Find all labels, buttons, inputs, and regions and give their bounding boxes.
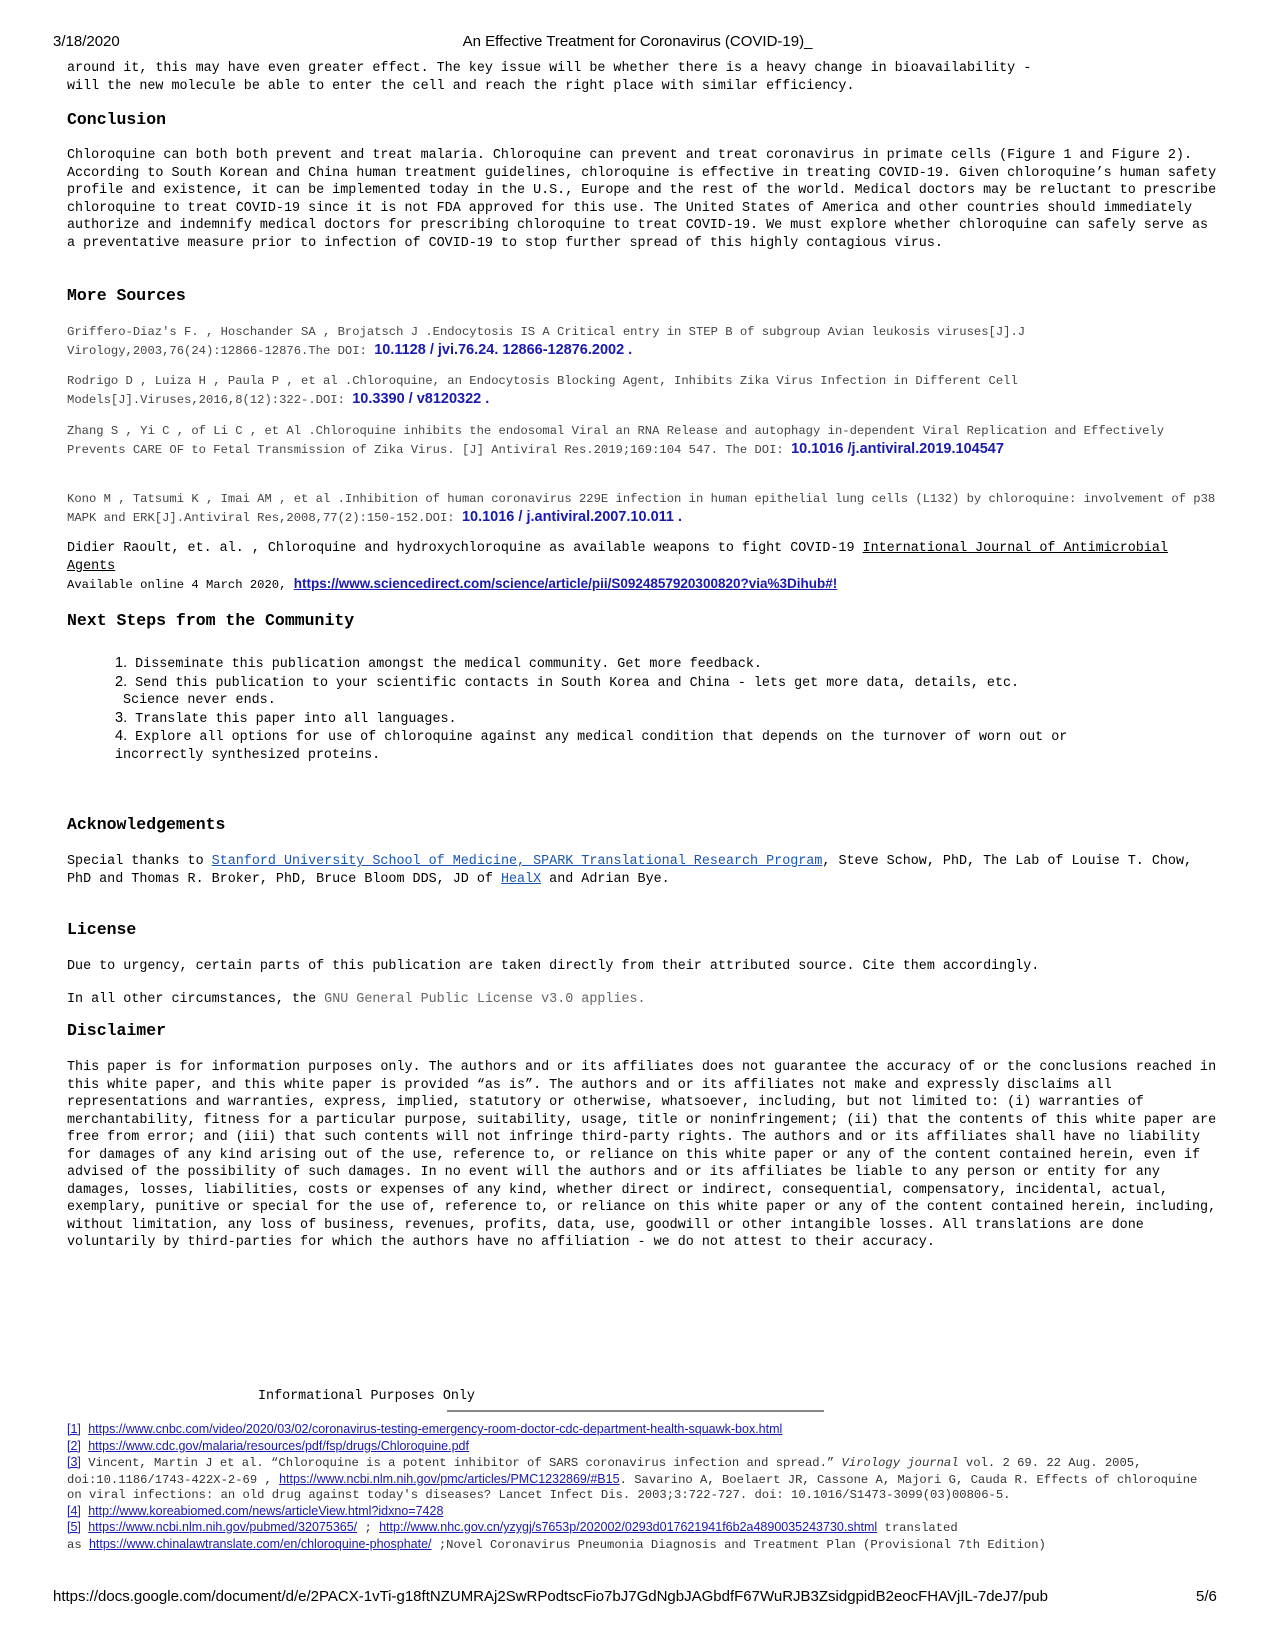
disclaimer-heading: Disclaimer [67, 1021, 167, 1040]
next-steps-list [115, 655, 1215, 764]
footnote-3-journal: Virology journal [841, 1456, 959, 1470]
source-ref-3-doi[interactable]: 10.1016 /j.antiviral.2019.104547 [791, 440, 1004, 457]
footnote-5-key[interactable]: [5] [67, 1520, 81, 1534]
source-ref-4-text: Kono M , Tatsumi K , Imai AM , et al .Inhibition of human coronavirus 229E infection in human epithelial lung cells (L132) by chloroquine: involvement of p38 MAPK and ERK[J].Antiviral Res,2008,77(2):150-152.DOI: [67, 492, 1216, 525]
footnotes [67, 1422, 1217, 1553]
next-step-number: 4. [115, 728, 128, 744]
next-step-number: 1. [115, 655, 128, 671]
source-ref-3 [67, 423, 1217, 459]
footnote-5-link-2[interactable]: http://www.nhc.gov.cn/yzygj/s7653p/202002/0293d017621941f6b2a4890035243730.shtml [379, 1520, 878, 1534]
footnote-2 [67, 1439, 1217, 1456]
source-ref-3-text: Zhang S , Yi C , of Li C , et Al .Chloroquine inhibits the endosomal Viral an RNA Release and autophagy in-dependent Viral Replication and Effectively Prevents CARE OF to Fetal Transmission of Zika Virus. [J] Antiviral Res.2019;169:104 547. The DOI: [67, 424, 1165, 457]
intro-line-1: around it, this may have even greater effect. The key issue will be whether there is a heavy change in bioavailability - [67, 61, 1032, 76]
footnote-5 [67, 1520, 1217, 1553]
conclusion-heading: Conclusion [67, 110, 167, 129]
ack-mid: , Steve Schow, PhD, The Lab of Louise T. Chow, PhD and Thomas R. Broker, PhD, Bruce Bloom DDS, JD of [67, 854, 1193, 887]
print-date: 3/18/2020 [53, 33, 120, 50]
sources-heading: More Sources [67, 286, 186, 305]
next-steps-heading: Next Steps from the Community [67, 611, 355, 630]
source-ref-raoult [67, 540, 1217, 595]
footnote-5-link-3[interactable]: https://www.chinalawtranslate.com/en/chloroquine-phosphate/ [88, 1536, 432, 1551]
raoult-link[interactable]: https://www.sciencedirect.com/science/article/pii/S0924857920300820?via%3Dihub#! [293, 576, 838, 591]
disclaimer-text: This paper is for information purposes only. The authors and or its affiliates does not guarantee the accuracy of or the conclusions reached in this white paper, and this white paper is provided “as is”. The authors and or its affiliates not make and expressly disclaims all representations and warranties, express, implied, statutory or otherwise, whatsoever, including, but not limited to: (i) warranties of merchantability, fitness for a particular purpose, suitability, usage, title or noninfringement; (ii) that the contents of this white paper are free from error; and (iii) that such contents will not infringe third-party rights. The authors and or its affiliates shall have no liability for damages of any kind arising out of the use, reference to, or reliance on this white paper or any of the content contained herein, even if advised of the possibility of such damages. In no event will the authors and or its affiliates be liable to any person or entity for any damages, losses, liabilities, costs or expenses of any kind, whether direct or indirect, consequential, compensatory, incidental, actual, exemplary, punitive or special for the use of, reference to, or reliance on this white paper or any of the content contained herein, including, without limitation, any loss of business, revenues, profits, data, use, goodwill or other intangible losses. All translations are done voluntarily by third-parties for which the authors have no affiliation - we do not attest to their accuracy. [67, 1060, 1217, 1250]
license-text-1: Due to urgency, certain parts of this publication are taken directly from their attributed source. Cite them accordingly. [67, 959, 1040, 974]
footnote-5-sep: ; [357, 1521, 380, 1535]
footnote-5-as: as [67, 1537, 89, 1552]
acknowledgements-heading: Acknowledgements [67, 815, 226, 834]
next-step-item [115, 710, 1215, 729]
next-step-text-cont: Science never ends. [123, 693, 276, 708]
footnote-3-key[interactable]: [3] [67, 1455, 81, 1469]
print-url: https://docs.google.com/document/d/e/2PACX-1vTi-g18ftNZUMRAj2SwRPodtscFio7bJ7GdNgbJAGbdfF67WuRJB3ZsidgpidB2eocFHAVjIL-7deJ7/pub [53, 1588, 1048, 1605]
raoult-text: Didier Raoult, et. al. , Chloroquine and hydroxychloroquine as available weapons to fight COVID-19 [67, 541, 863, 556]
ack-pre: Special thanks to [67, 854, 212, 869]
footnote-1 [67, 1422, 1217, 1439]
raoult-available: Available online 4 March 2020, [67, 578, 294, 592]
next-step-number: 2. [115, 673, 128, 690]
intro-line-2: will the new molecule be able to enter the cell and reach the right place with similar efficiency. [67, 78, 855, 94]
footnote-3-pre: Vincent, Martin J et al. “Chloroquine is a potent inhibitor of SARS coronavirus infection and spread.” [80, 1456, 842, 1470]
footnote-5-post: ;Novel Coronavirus Pneumonia Diagnosis and Treatment Plan (Provisional 7th Edition) [431, 1537, 1046, 1552]
next-step-item [115, 728, 1215, 764]
stanford-spark-link[interactable]: Stanford University School of Medicine, SPARK Translational Research Program [211, 854, 823, 869]
intro-text [67, 60, 1217, 95]
footnote-4-key[interactable]: [4] [67, 1503, 81, 1518]
raoult-journal: International Journal of Antimicrobial Agents [67, 541, 1168, 574]
gpl-license-text: GNU General Public License v3.0 applies. [324, 992, 646, 1007]
license-text-2 [67, 991, 1217, 1009]
print-title: An Effective Treatment for Coronavirus (COVID-19)_ [462, 33, 813, 50]
source-ref-4 [67, 491, 1217, 527]
print-page-number: 5/6 [1196, 1588, 1217, 1605]
footnote-4 [67, 1504, 1217, 1521]
footnote-5-link-1[interactable]: https://www.ncbi.nlm.nih.gov/pubmed/32075365/ [88, 1520, 358, 1534]
raoult-available-line [67, 575, 1217, 595]
acknowledgements-text [67, 853, 1217, 888]
next-step-number: 3. [115, 709, 128, 726]
footnote-divider [447, 1410, 824, 1412]
footnote-1-link[interactable]: https://www.cnbc.com/video/2020/03/02/coronavirus-testing-emergency-room-doctor-cdc-department-health-squawk-box.html [88, 1422, 783, 1436]
next-step-text-cont: incorrectly synthesized proteins. [115, 747, 381, 763]
source-ref-1 [67, 324, 1217, 360]
source-ref-2-text: Rodrigo D , Luiza H , Paula P , et al .Chloroquine, an Endocytosis Blocking Agent, Inhibits Zika Virus Infection in Different Cell Models[J].Viruses,2016,8(12):322-.DOI: [67, 374, 1018, 407]
license-heading: License [67, 920, 137, 939]
footnote-1-key[interactable]: [1] [67, 1422, 81, 1436]
next-step-text: Send this publication to your scientific contacts in South Korea and China - lets get more data, details, etc. [135, 675, 1020, 691]
footnote-3-post: . Savarino A, Boelaert JR, Cassone A, Majori G, Cauda R. Effects of chloroquine on viral infections: an old drug against today's diseases? Lancet Infect Dis. 2003;3:722-727. doi: 10.1016/S1473-3099(03)00806-5. [67, 1472, 1198, 1502]
source-ref-1-doi[interactable]: 10.1128 / jvi.76.24. 12866-12876.2002 . [374, 341, 633, 358]
ack-post: and Adrian Bye. [541, 871, 670, 887]
footnote-3-link[interactable]: https://www.ncbi.nlm.nih.gov/pmc/articles/PMC1232869/#B15 [279, 1471, 620, 1486]
footnote-3-mid: vol. 2 69. 22 Aug. 2005, doi:10.1186/1743-422X-2-69 , [67, 1456, 1142, 1487]
next-step-text: Translate this paper into all languages. [135, 711, 457, 727]
footnote-3 [67, 1455, 1217, 1504]
conclusion-text: Chloroquine can both both prevent and treat malaria. Chloroquine can prevent and treat coronavirus in primate cells (Figure 1 and Figure 2). According to South Korean and China human treatment guidelines, chloroquine is effective in treating COVID-19. Given chloroquine’s human safety profile and existence, it can be implemented today in the U.S., Europe and the rest of the world. Medical doctors may be reluctant to prescribe chloroquine to treat COVID-19 since it is not FDA approved for this use. The United States of America and other countries should immediately authorize and indemnify medical doctors for prescribing chloroquine to treat COVID-19. We must explore whether chloroquine can safely serve as a preventative measure prior to infection of COVID-19 to stop further spread of this highly contagious virus. [67, 148, 1217, 251]
next-step-text: Disseminate this publication amongst the medical community. Get more feedback. [135, 657, 762, 672]
source-ref-2 [67, 373, 1217, 409]
license-pre: In all other circumstances, the [67, 992, 325, 1007]
next-step-text: Explore all options for use of chloroquine against any medical condition that depends on the turnover of worn out or [135, 730, 1068, 745]
source-ref-4-doi[interactable]: 10.1016 / j.antiviral.2007.10.011 . [461, 508, 683, 525]
healx-link[interactable]: HealX [500, 871, 542, 887]
footnote-5-translated: translated [877, 1521, 958, 1535]
footnote-2-key[interactable]: [2] [67, 1438, 81, 1453]
next-step-item [115, 674, 1215, 710]
informational-purposes-label: Informational Purposes Only [258, 1389, 475, 1404]
next-step-item [115, 655, 1215, 674]
source-ref-1-text: Griffero-Diaz's F. , Hoschander SA , Brojatsch J .Endocytosis IS A Critical entry in STEP B of subgroup Avian leukosis viruses[J].J Virology,2003,76(24):12866-12876.The DOI: [67, 325, 1026, 358]
footnote-4-link[interactable]: http://www.koreabiomed.com/news/articleView.html?idxno=7428 [88, 1503, 444, 1518]
source-ref-2-doi[interactable]: 10.3390 / v8120322 . [352, 390, 490, 407]
footnote-2-link[interactable]: https://www.cdc.gov/malaria/resources/pdf/fsp/drugs/Chloroquine.pdf [88, 1438, 469, 1453]
